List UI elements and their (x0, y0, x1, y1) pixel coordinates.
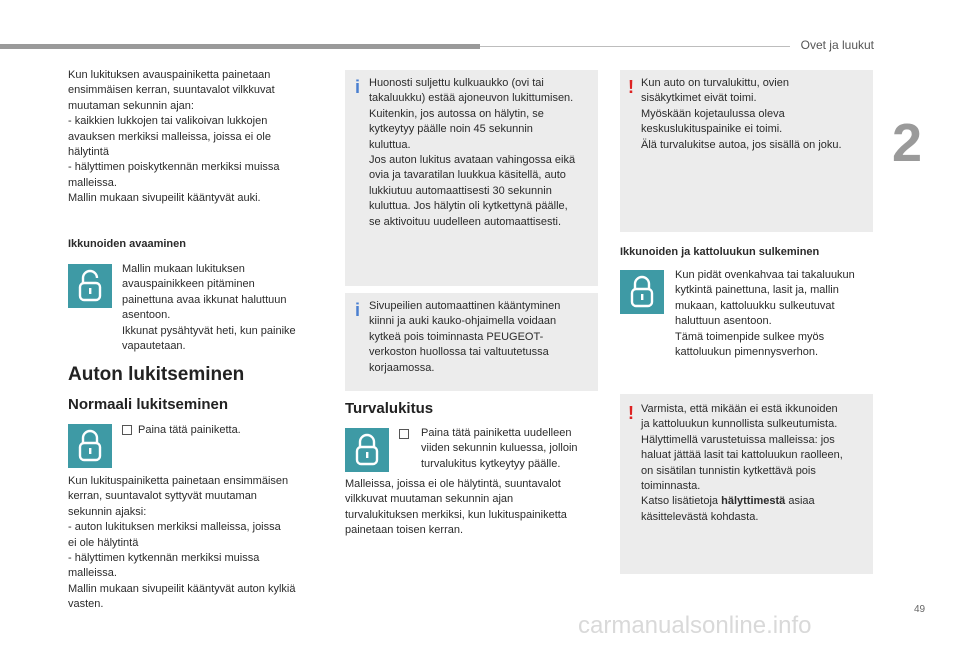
lock-icon (629, 275, 655, 309)
lock-icon-tile-2 (345, 428, 389, 472)
unlock-icon (77, 269, 103, 303)
info-marker-icon: i (355, 77, 361, 97)
info-text-2: Sivupeilien automaattinen kääntyminen kiinni ja auki kauko-ohjaimella voidaan kytkeä pois toiminnasta PEUGEOT- verkoston huollossa tai valtuutetussa korjaamossa. (369, 300, 561, 374)
safety-press-text: Paina tätä painiketta uudelleen viiden sekunnin kuluessa, jolloin turvalukitus kytkeytyy päälle. (421, 427, 578, 470)
safety-press-line (399, 426, 599, 472)
warning-text-2a: Varmista, että mikään ei estä ikkunoiden ja kattoluukun kunnollista sulkeutumista. Hälyttimellä varustetuissa malleissa: jos haluat jättää lasit tai kattoluukun raolleen, on sisätilan tunnistin kytkettävä pois toiminnasta. Katso lisätietoja (641, 403, 843, 508)
checkbox-bullet-icon (399, 429, 409, 439)
info-text-1: Huonosti suljettu kulkuaukko (ovi tai takaluukku) estää ajoneuvon lukittumisen. Kuitenkin, jos autossa on hälytin, se kytkeytyy päälle noin 45 sekunnin kuluttua. Jos auton lukitus avataan vahingossa eikä ovia ja tavaratilan luukkua käsitellä, auto lukkiutuu automaattisesti 30 sekunnin kuluttua. Jos hälytin oli kytkettynä päälle, se aktivoituu uudelleen automaattisesti. (369, 77, 576, 228)
lock-icon (77, 429, 103, 463)
lock-icon-tile-3 (620, 270, 664, 314)
warning-text-2 (641, 402, 871, 525)
lock-icon (354, 433, 380, 467)
closing-heading: Ikkunoiden ja kattoluukun sulkeminen (620, 246, 820, 258)
header-rule (480, 46, 790, 47)
info-box-1 (345, 70, 598, 286)
sub-heading: Normaali lukitseminen (68, 396, 229, 413)
press-line (122, 423, 322, 438)
checkbox-bullet-icon (122, 425, 132, 435)
press-text: Paina tätä painiketta. (138, 424, 241, 436)
warning-marker-icon: ! (628, 77, 634, 97)
alarm-link-text: hälyttimestä (721, 495, 786, 508)
info-marker-icon: i (355, 300, 361, 320)
warning-marker-icon: ! (628, 403, 634, 423)
closing-text: Kun pidät ovenkahvaa tai takaluukun kytkintä painettuna, lasit ja, mallin mukaan, kattoluukku sulkeutuvat haluttuun asentoon. Tämä toimenpide sulkee myös kattoluukun pimennysverhon. (675, 269, 855, 359)
info-box-2 (345, 293, 598, 391)
main-heading: Auton lukitseminen (68, 364, 245, 385)
header-bar (0, 44, 480, 49)
unlock-intro-text: Kun lukituksen avauspainiketta painetaan ensimmäisen kerran, suuntavalot vilkkuvat muutaman sekunnin ajan: - kaikkien lukkojen tai valikoivan lukkojen avauksen merkiksi malleissa, joissa ei ole hälytintä - hälyttimen poiskytkennän merkiksi muissa malleissa. Mallin mukaan sivupeilit kääntyvät auki. (68, 69, 280, 205)
lock-text: Kun lukituspainiketta painetaan ensimmäisen kerran, suuntavalot syttyvät muutaman sekunnin ajaksi: - auton lukituksen merkiksi malleissa, joissa ei ole hälytintä - hälyttimen kytkennän merkiksi muissa malleissa. Mallin mukaan sivupeilit kääntyvät auton kylkiä vasten. (68, 475, 296, 611)
windows-heading: Ikkunoiden avaaminen (68, 238, 186, 250)
warning-box-1 (620, 70, 873, 232)
watermark: carmanualsonline.info (578, 612, 812, 639)
page-number: 49 (914, 604, 926, 615)
windows-text: Mallin mukaan lukituksen avauspainikkeen pitäminen painettuna avaa ikkunat haluttuun asentoon. Ikkunat pysähtyvät heti, kun painike vapautetaan. (122, 263, 296, 353)
warning-text-1: Kun auto on turvalukittu, ovien sisäkytkimet eivät toimi. Myöskään kojetaulussa oleva keskuslukituspainike ei toimi. Älä turvalukitse autoa, jos sisällä on joku. (641, 77, 842, 151)
chapter-number: 2 (892, 113, 923, 173)
warning-box-2 (620, 394, 873, 574)
warning-text-2b: asiaa käsittelevästä kohdasta. (641, 495, 815, 523)
safety-text: Malleissa, joissa ei ole hälytintä, suuntavalot vilkkuvat muutaman sekunnin ajan turvalukituksen merkiksi, kun lukituspainiketta painetaan toisen kerran. (345, 478, 567, 537)
lock-icon-tile-1 (68, 424, 112, 468)
safety-heading: Turvalukitus (345, 400, 434, 417)
section-title: Ovet ja luukut (800, 38, 874, 52)
unlock-icon-tile (68, 264, 112, 308)
